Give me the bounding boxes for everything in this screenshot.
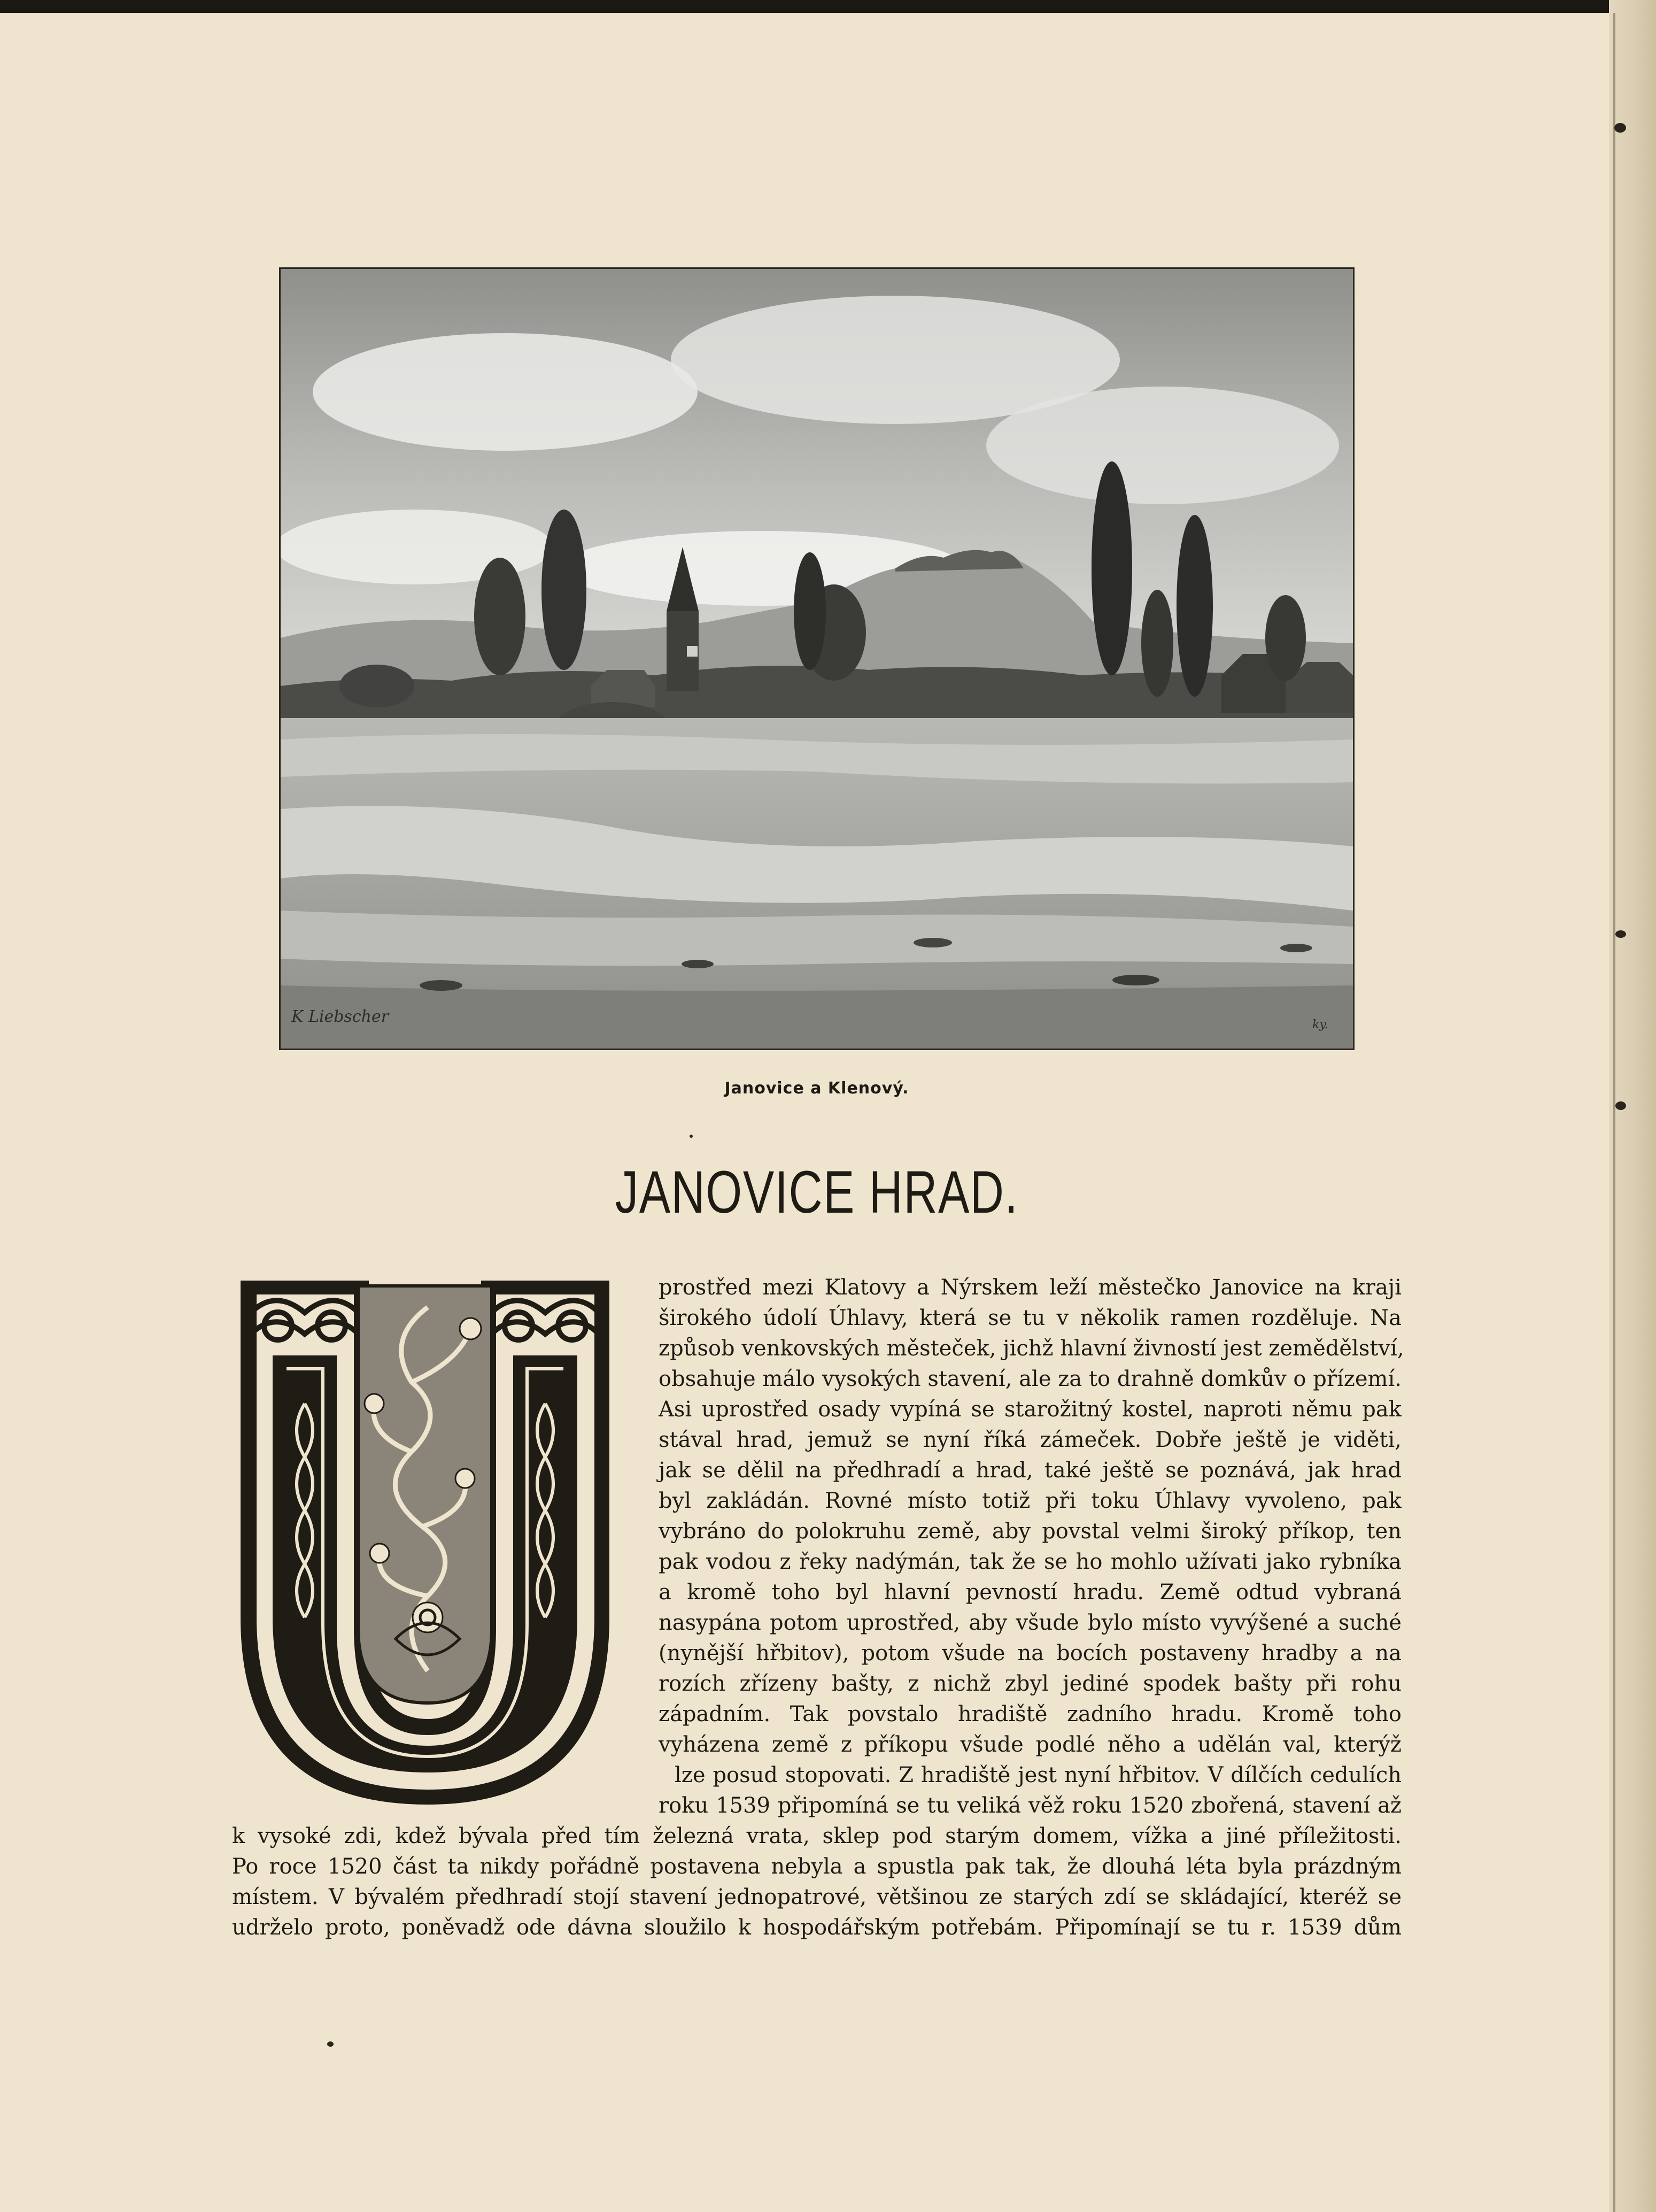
body-text-line: lze posud stopovati. Z hradiště jest nyní hřbitov. V dílčích cedulích bbox=[675, 1763, 1402, 1787]
body-text-line: k vysoké zdi, kdež bývala před tím železná vrata, sklep pod starým domem, vížka a jiné příležitosti. bbox=[232, 1824, 1402, 1848]
ink-speck bbox=[1615, 930, 1626, 938]
body-text-line: udrželo proto, poněvadž ode dávna sloužilo k hospodářským potřebám. Připomínají se tu r. 1539 dům bbox=[232, 1915, 1402, 1940]
body-text-line: vybráno do polokruhu země, aby povstal velmi široký příkop, ten bbox=[659, 1519, 1402, 1544]
artist-signature: K Liebscher bbox=[291, 1007, 389, 1026]
ink-speck bbox=[690, 1135, 693, 1138]
ink-speck bbox=[327, 2041, 334, 2047]
ornamental-dropcap bbox=[235, 1275, 615, 1809]
body-text-line: rozích zřízeny bašty, z nichž zbyl jediné spodek bašty při rohu bbox=[659, 1671, 1402, 1696]
body-text-line: vyházena země z příkopu všude podlé něho a udělán val, kterýž bbox=[659, 1732, 1402, 1757]
body-text-line: a kromě toho byl hlavní pevností hradu. Země odtud vybraná bbox=[659, 1580, 1402, 1605]
ink-speck bbox=[1614, 123, 1626, 133]
engraver-mark: ky. bbox=[1312, 1018, 1328, 1031]
body-text-line: pak vodou z řeky nadýmán, tak že se ho mohlo užívati jako rybníka bbox=[659, 1550, 1402, 1574]
body-text-line: byl zakládán. Rovné místo totiž při toku Úhlavy vyvoleno, pak bbox=[659, 1489, 1402, 1513]
binding-line bbox=[1613, 13, 1615, 2212]
body-text-line: západním. Tak povstalo hradiště zadního hradu. Kromě toho bbox=[659, 1702, 1402, 1727]
body-text-line: Po roce 1520 část ta nikdy pořádně postavena nebyla a spustla pak tak, že dlouhá léta byla prázdným bbox=[232, 1854, 1402, 1879]
ink-speck bbox=[1615, 1101, 1626, 1110]
body-text-line: jak se dělil na předhradí a hrad, také ještě se poznává, jak hrad bbox=[659, 1458, 1402, 1483]
body-text-line: místem. V bývalém předhradí stojí stavení jednopatrové, většinou ze starých zdí se skládající, kteréž se bbox=[232, 1885, 1402, 1909]
body-text-line: obsahuje málo vysokých stavení, ale za to drahně domkův o přízemí. bbox=[659, 1367, 1402, 1391]
body-text-line: Asi uprostřed osady vypíná se starožitný kostel, naproti němu pak bbox=[659, 1397, 1402, 1422]
body-text-line: prostřed mezi Klatovy a Nýrskem leží městečko Janovice na kraji bbox=[659, 1275, 1402, 1300]
body-text-line: širokého údolí Úhlavy, která se tu v několik ramen rozděluje. Na bbox=[659, 1306, 1402, 1330]
body-text-line: způsob venkovských městeček, jichž hlavní živností jest zemědělství, bbox=[659, 1336, 1404, 1361]
body-text-line: (nynější hřbitov), potom všude na bocích postaveny hradby a na bbox=[659, 1641, 1402, 1666]
body-text-line: stával hrad, jemuž se nyní říká zámeček. Dobře ještě je viděti, bbox=[659, 1428, 1402, 1452]
body-text-line: roku 1539 připomíná se tu veliká věž roku 1520 zbořená, stavení až bbox=[659, 1793, 1402, 1818]
body-text-line: nasypána potom uprostřed, aby všude bylo místo vyvýšené a suché bbox=[659, 1610, 1402, 1635]
illustration-caption: Janovice a Klenový. bbox=[724, 1079, 909, 1098]
landscape-engraving bbox=[279, 267, 1355, 1050]
chapter-title: JANOVICE HRAD. bbox=[615, 1159, 1019, 1226]
scan-top-border bbox=[0, 0, 1656, 13]
